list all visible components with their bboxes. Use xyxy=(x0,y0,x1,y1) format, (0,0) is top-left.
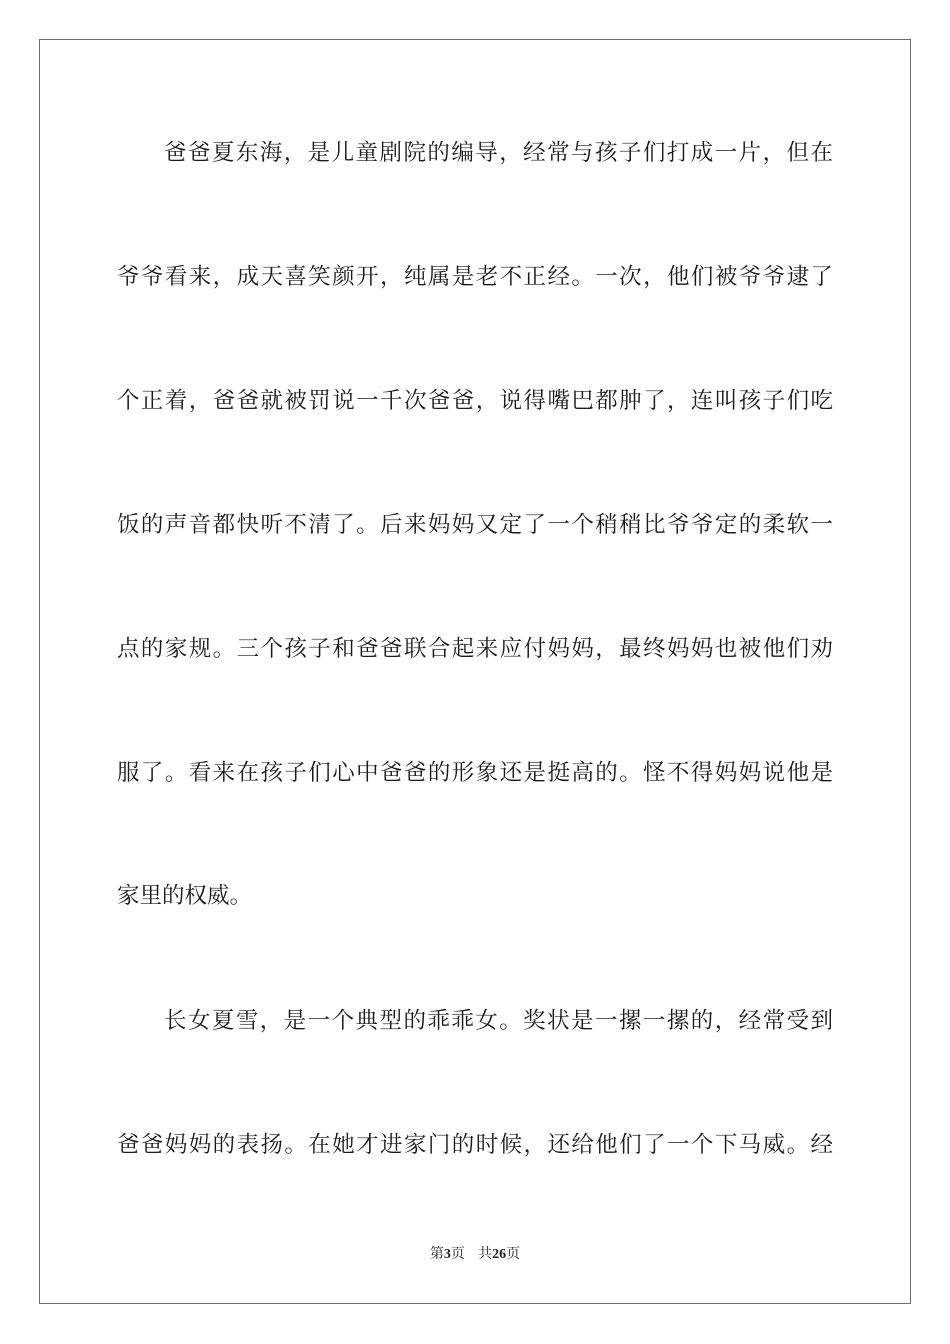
total-prefix: 共 xyxy=(478,1246,493,1262)
page-number: 3 xyxy=(443,1247,451,1262)
paragraph-1-line-5: 点的家规。三个孩子和爸爸联合起来应付妈妈，最终妈妈也被他们劝 xyxy=(117,636,833,662)
paragraph-1-line-2: 爷爷看来，成天喜笑颜开，纯属是老不正经。一次，他们被爷爷逮了 xyxy=(117,264,833,290)
paragraph-1-line-6: 服了。看来在孩子们心中爸爸的形象还是挺高的。怪不得妈妈说他是 xyxy=(117,760,833,786)
paragraph-1-line-4: 饭的声音都快听不清了。后来妈妈又定了一个稍稍比爷爷定的柔软一 xyxy=(117,512,833,538)
paragraph-1-line-3: 个正着，爸爸就被罚说一千次爸爸，说得嘴巴都肿了，连叫孩子们吃 xyxy=(117,388,833,414)
paragraph-1-line-1: 爸爸夏东海，是儿童剧院的编导，经常与孩子们打成一片，但在 xyxy=(164,140,833,166)
page-footer xyxy=(0,1244,950,1265)
page-prefix: 第 xyxy=(429,1246,444,1262)
paragraph-2-line-1: 长女夏雪，是一个典型的乖乖女。奖状是一摞一摞的，经常受到 xyxy=(164,1008,833,1034)
total-suffix: 页 xyxy=(506,1246,521,1262)
page-suffix: 页 xyxy=(450,1246,465,1262)
total-pages: 26 xyxy=(492,1247,507,1262)
paragraph-1-line-7: 家里的权威。 xyxy=(117,883,253,909)
page-border xyxy=(39,39,911,1304)
paragraph-2-line-2: 爸爸妈妈的表扬。在她才进家门的时候，还给他们了一个下马威。经 xyxy=(117,1132,833,1158)
